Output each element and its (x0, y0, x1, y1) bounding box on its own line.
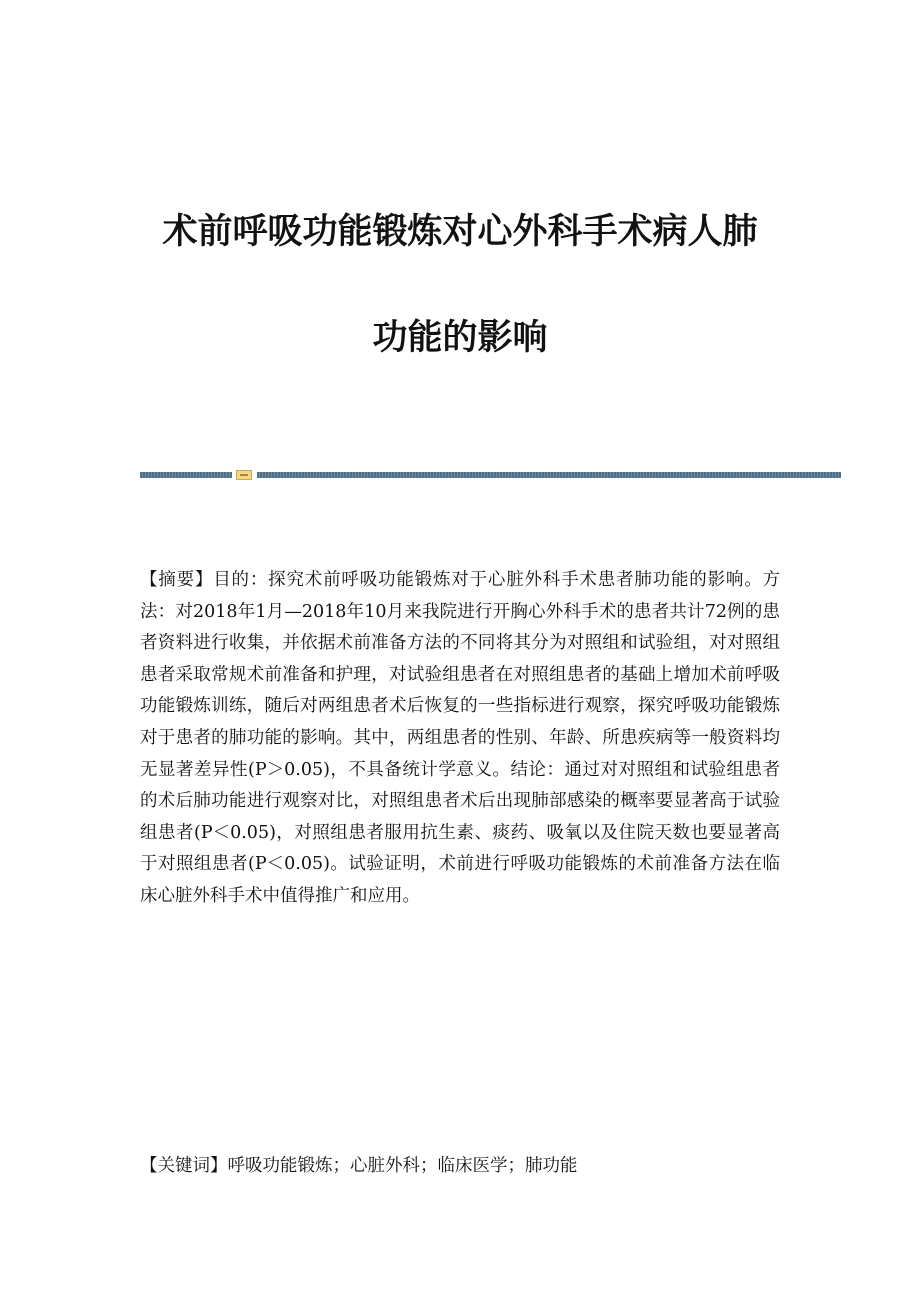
divider-ornament-icon (236, 470, 252, 480)
abstract-label: 【摘要】 (140, 570, 214, 590)
keywords-text: 呼吸功能锻炼；心脏外科；临床医学；肺功能 (227, 1156, 578, 1176)
abstract-paragraph (140, 565, 780, 913)
keywords-label: 【关键词】 (140, 1156, 228, 1176)
divider-bar-left (140, 472, 232, 478)
abstract-section (140, 565, 780, 913)
keywords-section (140, 1152, 780, 1180)
abstract-text: 目的：探究术前呼吸功能锻炼对于心脏外科手术患者肺功能的影响。方法：对2018年1月—2018年10月来我院进行开胸心外科手术的患者共计72例的患者资料进行收集，并依据术前准备方法的不同将其分为对照组和试验组，对对照组患者采取常规术前准备和护理，对试验组患者在对照组患者的基础上增加术前呼吸功能锻炼训练，随后对两组患者术后恢复的一些指标进行观察，探究呼吸功能锻炼对于患者的肺功能的影响。其中，两组患者的性别、年龄、所患疾病等一般资料均无显著差异性(P＞0.05)，不具备统计学意义。结论：通过对对照组和试验组患者的术后肺功能进行观察对比，对照组患者术后出现肺部感染的概率要显著高于试验组患者(P＜0.05)，对照组患者服用抗生素、痰药、吸氧以及住院天数也要显著高于对照组患者(P＜0.05)。试验证明，术前进行呼吸功能锻炼的术前准备方法在临床心脏外科手术中值得推广和应用。 (140, 570, 781, 906)
title-divider (140, 470, 841, 480)
divider-bar-right (257, 472, 841, 478)
title-line-1: 术前呼吸功能锻炼对心外科手术病人肺 (162, 212, 758, 252)
title-line-2: 功能的影响 (372, 318, 548, 358)
